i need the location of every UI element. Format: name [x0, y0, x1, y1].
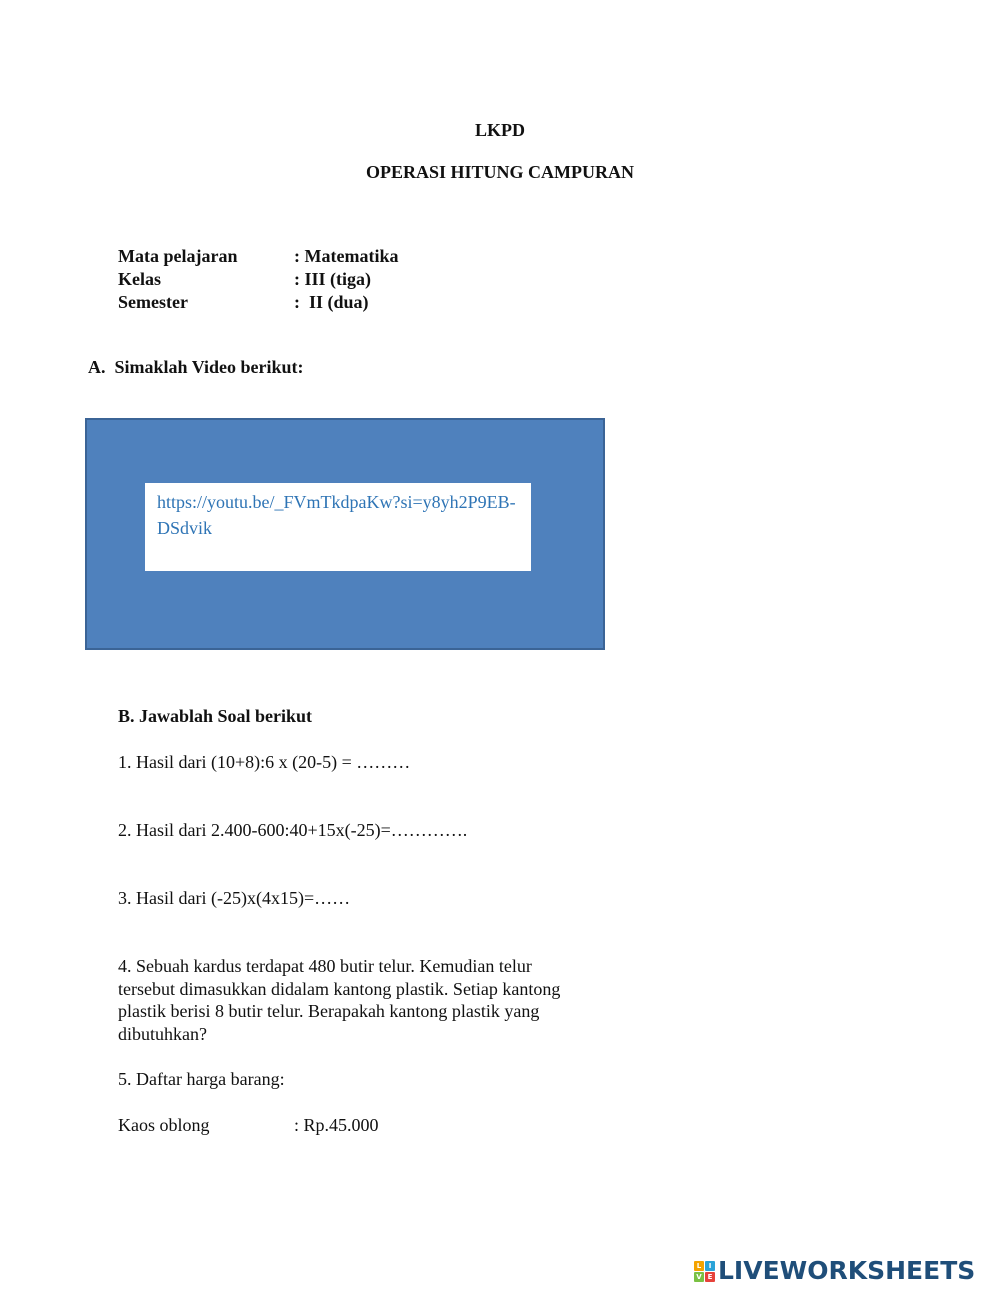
question-2: 2. Hasil dari 2.400-600:40+15x(-25)=…………. — [118, 820, 468, 840]
section-a-heading: A. Simaklah Video berikut: — [88, 357, 304, 377]
logo-square-e: E — [705, 1272, 715, 1282]
liveworksheets-logo — [694, 1256, 975, 1286]
question-3: 3. Hasil dari (-25)x(4x15)=…… — [118, 888, 351, 908]
video-link[interactable]: https://youtu.be/_FVmTkdpaKw?si=y8yh2P9EB-DSdvik — [157, 492, 516, 538]
page-subtitle: OPERASI HITUNG CAMPURAN — [365, 162, 634, 182]
price-item-value: : Rp.45.000 — [294, 1115, 379, 1135]
semester-value: : II (dua) — [294, 292, 369, 312]
page-title: LKPD — [474, 120, 525, 140]
question-4: 4. Sebuah kardus terdapat 480 butir telur. Kemudian telur tersebut dimasukkan didalam kantong plastik. Setiap kantong plastik berisi 8 butir telur. Berapakah kantong plastik yang dibutuhkan? — [118, 956, 561, 1044]
class-label: Kelas — [118, 269, 161, 289]
question-5: 5. Daftar harga barang: — [118, 1069, 285, 1089]
liveworksheets-logo-icon — [694, 1261, 715, 1282]
logo-square-l: L — [694, 1261, 704, 1271]
semester-label: Semester — [118, 292, 188, 312]
subject-value: : Matematika — [294, 246, 399, 266]
liveworksheets-logo-text: LIVEWORKSHEETS — [718, 1256, 976, 1285]
section-b-heading: B. Jawablah Soal berikut — [118, 706, 313, 726]
logo-square-v: V — [694, 1272, 704, 1282]
price-item-label: Kaos oblong — [118, 1115, 210, 1135]
class-value: : III (tiga) — [294, 269, 371, 289]
logo-square-i: I — [705, 1261, 715, 1271]
subject-label: Mata pelajaran — [118, 246, 238, 266]
question-1: 1. Hasil dari (10+8):6 x (20-5) = ……… — [118, 752, 411, 772]
